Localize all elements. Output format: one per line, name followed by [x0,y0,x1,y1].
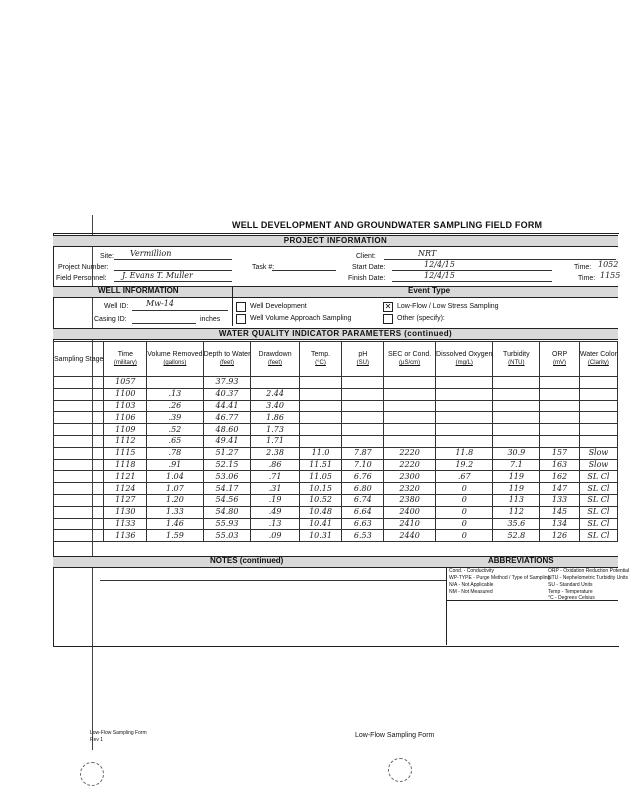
footer-left-rev: Rev 1 [90,737,104,743]
column-unit: (gallons) [163,360,187,366]
table-cell: 2300 [384,471,436,483]
table-cell: 7.1 [493,459,540,471]
client-label: Client: [356,253,376,260]
table-cell [436,412,493,424]
table-cell: 0 [436,506,493,518]
field-personnel-label: Field Personnel: [56,275,107,282]
table-cell [342,412,384,424]
table-cell: 10.31 [299,530,342,542]
table-cell [54,494,104,506]
table-cell [540,412,580,424]
table-cell [342,435,384,447]
table-cell: 119 [493,471,540,483]
column-unit: (NTU) [508,360,525,366]
column-header [342,342,384,377]
column-unit: (feet) [220,360,235,366]
table-cell: 40.37 [203,388,251,400]
table-cell [299,424,342,436]
table-cell [384,388,436,400]
table-cell [299,412,342,424]
table-cell [493,377,540,389]
table-row [54,412,618,424]
table-cell [436,424,493,436]
client-underline [384,259,616,260]
table-cell: 1109 [104,424,147,436]
table-cell [493,435,540,447]
table-cell: 54.56 [203,494,251,506]
abbrev-left-3: NM - Not Measured [449,589,493,595]
table-cell: 35.6 [493,518,540,530]
abbrev-left-1: WP-TYPE - Purge Method / Type of Sampling [449,575,551,581]
column-name: Sampling Stage [54,355,104,363]
table-cell [299,400,342,412]
site-underline [114,259,232,260]
start-time-label: Time: [574,264,592,271]
table-row [54,483,618,495]
table-cell [342,400,384,412]
table-cell: 157 [540,447,580,459]
column-header [436,342,493,377]
table-cell: 1.20 [147,494,203,506]
table-cell [54,506,104,518]
event-label-low-flow: Low-Flow / Low Stress Sampling [397,303,499,310]
event-check-low-flow[interactable]: ✕ [384,302,392,311]
table-row [54,506,618,518]
table-cell: 162 [540,471,580,483]
client-value: NRT [418,249,437,258]
table-cell [251,377,299,389]
well-info-title: WELL INFORMATION [98,286,179,295]
column-name: Dissolved Oxygen [436,351,493,358]
event-label-other: Other (specify): [397,315,445,322]
table-cell: 37.93 [203,377,251,389]
table-cell [436,400,493,412]
table-cell: 6.74 [342,494,384,506]
table-cell: 7.10 [342,459,384,471]
table-cell: 53.06 [203,471,251,483]
table-row [54,424,618,436]
table-cell: .71 [251,471,299,483]
hole-punch-center [388,758,412,782]
column-unit: (°C) [315,360,326,366]
abbrev-right-2: SU - Standard Units [548,582,593,588]
table-cell: 6.76 [342,471,384,483]
table-cell: 113 [493,494,540,506]
table-cell: 0 [436,518,493,530]
table-cell: 30.9 [493,447,540,459]
table-cell [54,388,104,400]
table-cell [299,377,342,389]
table-cell: .49 [251,506,299,518]
column-unit: (feet) [268,360,283,366]
water-quality-header: WATER QUALITY INDICATOR PARAMETERS (continued) [53,328,618,340]
table-row [54,459,618,471]
table-cell [579,388,617,400]
event-check-well-volume[interactable] [236,314,246,324]
notes-title: NOTES (continued) [210,556,284,565]
table-cell [299,388,342,400]
table-cell [540,400,580,412]
table-cell: 2320 [384,483,436,495]
table-cell: 6.53 [342,530,384,542]
abbrev-right-0: ORP - Oxidation Reduction Potential [548,568,629,574]
table-cell: 55.93 [203,518,251,530]
table-cell: 126 [540,530,580,542]
table-cell: 11.51 [299,459,342,471]
table-cell: 1127 [104,494,147,506]
table-cell: 1133 [104,518,147,530]
table-cell [384,424,436,436]
table-cell: .09 [251,530,299,542]
abbrev-right-3: Temp - Temperature [548,589,593,595]
table-cell [436,435,493,447]
table-cell: Slow [579,447,617,459]
table-cell: 2220 [384,459,436,471]
table-cell: 1.86 [251,412,299,424]
table-cell [54,518,104,530]
table-cell: 147 [540,483,580,495]
table-cell: 1.71 [251,435,299,447]
column-unit: (mg/L) [455,360,473,366]
column-header [384,342,436,377]
table-cell [384,377,436,389]
table-cell: 10.52 [299,494,342,506]
hole-punch-left [80,762,104,786]
table-cell: SL Cl [579,483,617,495]
table-cell: 1057 [104,377,147,389]
table-cell: 1124 [104,483,147,495]
table-cell: 2400 [384,506,436,518]
table-cell: .31 [251,483,299,495]
footer-left: Low-Flow Sampling Form [90,730,147,736]
table-cell: 48.60 [203,424,251,436]
table-cell [342,388,384,400]
table-cell: 133 [540,494,580,506]
abbrev-right-1: NTU - Nephelometric Turbidity Units [548,575,629,581]
table-row [54,530,618,542]
column-unit: (military) [113,360,137,366]
casing-units: inches [200,316,221,323]
table-cell: 1118 [104,459,147,471]
table-cell: 49.41 [203,435,251,447]
table-cell: 11.05 [299,471,342,483]
column-name: pH [358,351,368,358]
column-name: SEC or Cond. [388,351,432,358]
table-cell: 52.8 [493,530,540,542]
table-cell: SL Cl [579,506,617,518]
table-cell [54,400,104,412]
site-value: Vermillion [130,249,172,258]
column-name: Time [117,351,133,358]
table-cell: 44.41 [203,400,251,412]
event-label-well-volume: Well Volume Approach Sampling [250,315,352,322]
table-cell: 6.64 [342,506,384,518]
table-cell: 2220 [384,447,436,459]
well-event-divider [232,286,233,326]
event-label-well-development: Well Development [250,303,307,310]
finish-date-underline [392,281,552,282]
table-cell [342,424,384,436]
table-cell: 6.63 [342,518,384,530]
start-date-value: 12/4/15 [424,260,455,269]
table-cell: 163 [540,459,580,471]
table-cell: 1115 [104,447,147,459]
table-cell [147,377,203,389]
table-cell: SL Cl [579,471,617,483]
notes-area [53,567,447,645]
table-cell: 1.04 [147,471,203,483]
column-name: Water Color [579,351,617,358]
table-cell: Slow [579,459,617,471]
table-cell [493,412,540,424]
event-type-title: Event Type [408,286,451,295]
column-unit: (mV) [553,360,567,366]
column-name: Depth to Water [203,351,251,358]
well-id-underline [132,310,228,311]
table-cell: 1100 [104,388,147,400]
table-cell: 0 [436,483,493,495]
table-cell [540,435,580,447]
table-cell: 7.87 [342,447,384,459]
footer-center: Low-Flow Sampling Form [355,732,435,739]
table-cell [299,435,342,447]
abbrev-title: ABBREVIATIONS [488,556,554,565]
table-cell: 54.80 [203,506,251,518]
table-cell [342,377,384,389]
column-name: Drawdown [258,351,292,358]
table-cell: 2410 [384,518,436,530]
table-cell: 1112 [104,435,147,447]
table-cell [540,388,580,400]
table-cell: .67 [436,471,493,483]
table-cell: 52.15 [203,459,251,471]
column-unit: (Clarity) [587,360,609,366]
column-name: ORP [551,351,568,358]
column-header [251,342,299,377]
task-underline [272,270,336,271]
table-cell: 1.73 [251,424,299,436]
table-cell: 2440 [384,530,436,542]
table-row [54,518,618,530]
table-cell: SL Cl [579,518,617,530]
table-cell: .65 [147,435,203,447]
event-check-well-development[interactable] [236,302,246,312]
table-cell: SL Cl [579,530,617,542]
table-cell [579,400,617,412]
column-header [203,342,251,377]
column-header [147,342,203,377]
table-cell [493,400,540,412]
column-name: Volume Removed [147,351,203,358]
finish-time-label: Time: [578,275,596,282]
start-time-value: 1052 [598,260,619,269]
table-cell: SL Cl [579,494,617,506]
task-label: Task #: [252,264,275,271]
column-name: Temp. [311,351,331,358]
table-cell [436,388,493,400]
finish-date-label: Finish Date: [348,275,386,282]
column-header [540,342,580,377]
column-header [579,342,617,377]
table-cell [54,424,104,436]
table-cell: 55.03 [203,530,251,542]
table-cell [540,424,580,436]
table-cell: 1.46 [147,518,203,530]
table-cell: 19.2 [436,459,493,471]
casing-id-label: Casing ID: [94,316,127,323]
table-cell [384,435,436,447]
table-row [54,494,618,506]
project-number-label: Project Number: [58,264,109,271]
table-cell: 1.07 [147,483,203,495]
table-cell: 2.38 [251,447,299,459]
table-cell: .26 [147,400,203,412]
table-cell: 11.0 [299,447,342,459]
table-cell: 2.44 [251,388,299,400]
table-cell [54,530,104,542]
table-cell: 145 [540,506,580,518]
column-unit: (SU) [356,360,369,366]
table-row [54,471,618,483]
column-header [104,342,147,377]
field-personnel-underline [114,281,232,282]
event-check-other[interactable] [383,314,393,324]
table-cell: 0 [436,530,493,542]
table-cell [384,412,436,424]
table-cell: 6.80 [342,483,384,495]
start-date-label: Start Date: [352,264,386,271]
table-cell [54,377,104,389]
notes-line [100,580,446,581]
table-cell: 0 [436,494,493,506]
table-cell: 10.41 [299,518,342,530]
water-quality-table [53,341,618,542]
table-cell [493,424,540,436]
table-cell: .39 [147,412,203,424]
table-cell [54,483,104,495]
finish-time-value: 1155 [600,271,621,280]
table-cell: 1121 [104,471,147,483]
table-row [54,435,618,447]
site-label: Site: [100,253,115,260]
column-unit: (µS/cm) [399,360,421,366]
table-cell: 1106 [104,412,147,424]
abbrev-right-4: °C - Degrees Celsius [548,595,595,601]
table-cell: 10.15 [299,483,342,495]
table-cell: 1.59 [147,530,203,542]
table-row [54,388,618,400]
table-row [54,447,618,459]
well-id-value: Mw-14 [146,299,174,308]
abbrev-left-0: Cond. - Conductivity [449,568,495,574]
column-header [299,342,342,377]
table-cell [579,377,617,389]
table-cell [54,471,104,483]
table-cell [54,412,104,424]
table-cell [54,447,104,459]
table-cell [384,400,436,412]
table-cell: 2380 [384,494,436,506]
table-cell [493,388,540,400]
table-cell: .78 [147,447,203,459]
table-cell [54,459,104,471]
table-cell [436,377,493,389]
table-cell: 51.27 [203,447,251,459]
table-cell: 1103 [104,400,147,412]
table-cell [540,377,580,389]
table-cell [579,424,617,436]
finish-date-value: 12/4/15 [424,271,455,280]
table-cell: .13 [251,518,299,530]
column-header [493,342,540,377]
table-cell: 46.77 [203,412,251,424]
table-cell: 11.8 [436,447,493,459]
table-cell: .19 [251,494,299,506]
table-cell: 10.48 [299,506,342,518]
table-cell [579,435,617,447]
table-cell [54,435,104,447]
form-title: WELL DEVELOPMENT AND GROUNDWATER SAMPLING FIELD FORM [232,220,543,230]
table-cell: 119 [493,483,540,495]
column-name: Turbidity [503,351,530,358]
table-cell: 1136 [104,530,147,542]
table-cell: 54.17 [203,483,251,495]
table-cell: 134 [540,518,580,530]
abbrev-left-2: N/A - Not Applicable [449,582,494,588]
casing-id-underline [132,323,196,324]
field-personnel-value: J. Evans T. Muller [122,271,193,280]
well-id-label: Well ID: [104,303,129,310]
table-cell [579,412,617,424]
start-date-underline [392,270,552,271]
column-header [54,342,104,377]
table-cell: 1.33 [147,506,203,518]
table-cell: .13 [147,388,203,400]
table-cell: 3.40 [251,400,299,412]
table-row [54,400,618,412]
table-cell: .52 [147,424,203,436]
table-row [54,377,618,389]
table-cell: .91 [147,459,203,471]
project-info-header: PROJECT INFORMATION [53,235,618,247]
table-cell: 112 [493,506,540,518]
table-cell: .86 [251,459,299,471]
table-cell: 1130 [104,506,147,518]
